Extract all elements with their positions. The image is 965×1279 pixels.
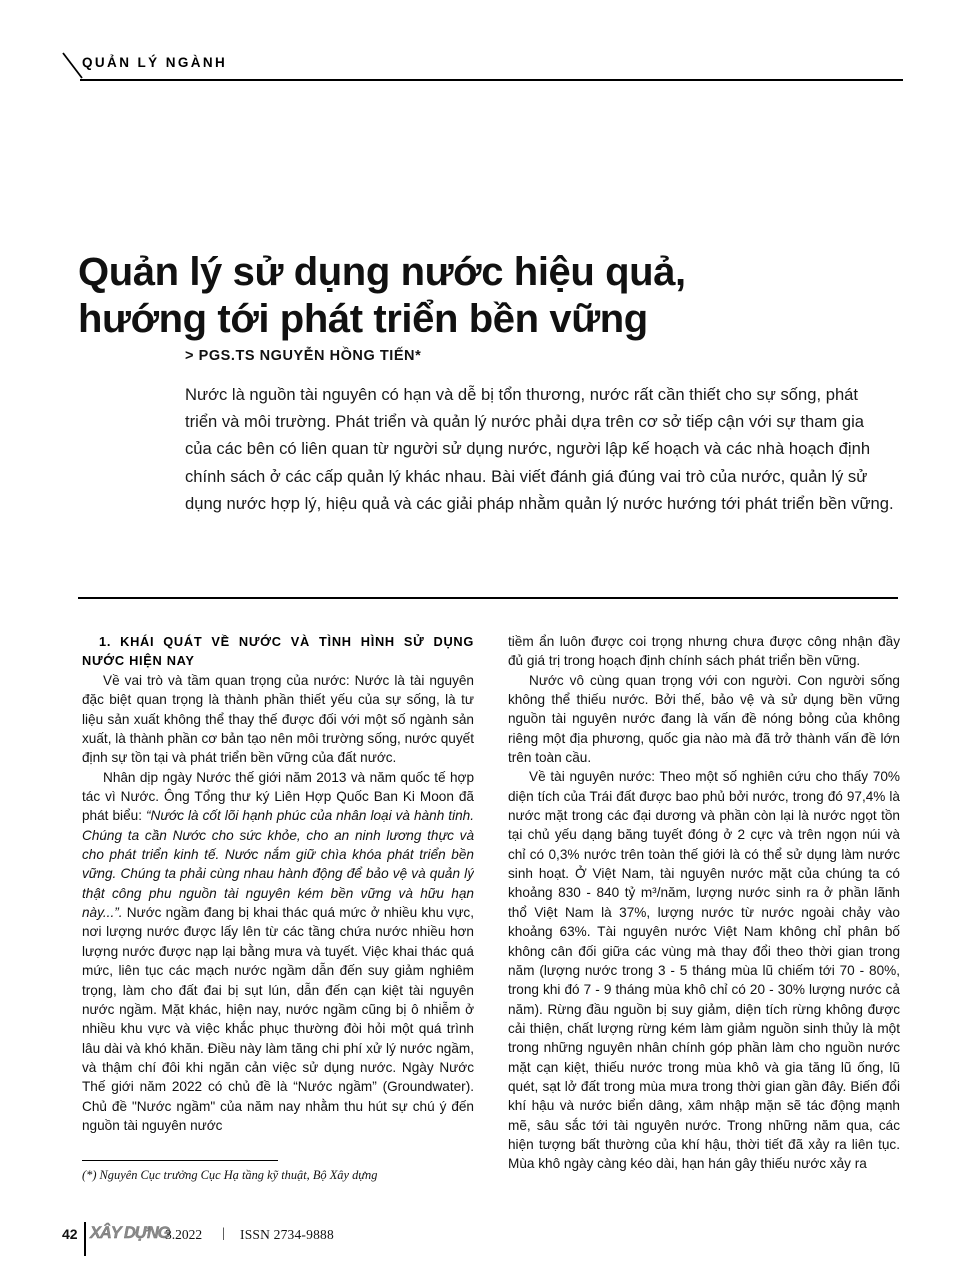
article-byline: > PGS.TS NGUYỄN HỒNG TIẾN* [185, 348, 422, 364]
footnote [82, 1160, 474, 1183]
paragraph-text: Nước ngầm đang bị khai thác quá mức ở nhiều khu vực, nơi lượng nước được lấy lên từ các tầng chứa nước nhiều hơn lượng nước được nạp lại bằng mưa và tuyết. Việc khai thác quá mức, liên tục các mạch nước ngầm dẫn đến suy giảm nghiêm trọng, làm cho đất đai bị sụt lún, dẫn đến cạn kiệt tài nguyên nước ngầm. Mặt khác, hiện nay, nước ngầm cũng bị ô nhiễm ở nhiều khu vực và việc khắc phục thường đòi hỏi một quá trình lâu dài và khó khăn. Điều này làm tăng chi phí xử lý nước ngầm, và thậm chí đôi khi ngăn cản việc sử dụng nước. Ngày Nước Thế giới năm 2022 có chủ đề là “Nước ngầm” (Groundwater). Chủ đề "Nước ngầm" của năm nay nhằm thu hút sự chú ý đến nguồn tài nguyên nước [82, 905, 474, 1133]
issn-code: ISSN 2734-9888 [240, 1227, 334, 1242]
article-body [82, 632, 900, 1212]
footer-separator: | [222, 1226, 225, 1241]
section-heading-text: 1. KHÁI QUÁT VỀ NƯỚC VÀ TÌNH HÌNH SỬ DỤNG NƯỚC HIỆN NAY [82, 634, 474, 668]
running-head-rule [80, 79, 903, 81]
paragraph [82, 768, 474, 1136]
slash-icon [62, 52, 84, 80]
paragraph: Về tài nguyên nước: Theo một số nghiên cứu cho thấy 70% diện tích của Trái đất được bao phủ bởi nước, trong đó 97,4% là nước mặt trong các đại dương và phần còn lại là nước ngọt tồn tại chủ yếu dạng băng tuyết đóng ở 2 cực và trên ngọn núi và chỉ có 0,3% nước trên toàn thế giới là có thể sử dụng làm nước sinh hoạt. Ở Việt Nam, tài nguyên nước mặt của chúng ta có khoảng 830 - 840 tỷ m³/năm, lượng nước sinh ra ở phần lãnh thổ Việt Nam là 37%, lượng nước từ nước ngoài chảy vào khoảng 63%. Tài nguyên nước Việt Nam không chỉ phân bố không cân đối giữa các vùng mà thay đổi theo thời gian trong năm (lượng nước trong 3 - 5 tháng mùa lũ chiếm tới 70 - 80%, trong khi đó 7 - 9 tháng mùa khô chỉ có 20 - 30% lượng nước cả năm). Rừng đầu nguồn bị suy giảm, diện tích rừng không được cải thiện, chất lượng rừng kém làm giảm nguồn sinh thủy là một trong những nguyên nhân chính góp phần làm cho nguồn nước mặt cạn kiệt, thiếu nước trong mùa khô và gia tăng lũ ống, lũ quét, sạt lở đất trong mùa mưa trong thời gian gần đây. Biến đổi khí hậu và nước biển dâng, xâm nhập mặn sẽ tác động mạnh mẽ, sâu sắc tới tài nguyên nước. Trong những năm qua, các hiện tượng bất thường của khí hậu, thời tiết đã xảy ra liên tục. Mùa khô ngày càng kéo dài, hạn hán gây thiếu nước xảy ra [508, 769, 900, 1172]
issue-date: 3.2022 [165, 1227, 203, 1242]
running-head-label: QUẢN LÝ NGÀNH [82, 55, 228, 70]
footer-divider [84, 1222, 86, 1256]
footnote-text: (*) Nguyên Cục trưởng Cục Hạ tầng kỹ thuật, Bộ Xây dựng [82, 1168, 378, 1183]
footnote-rule [82, 1160, 278, 1161]
running-head [62, 52, 903, 82]
section-heading [82, 632, 474, 670]
article-title-line-1: Quản lý sử dụng nước hiệu quả, [78, 249, 686, 294]
body-divider-rule [78, 597, 898, 599]
quote-text: “Nước là cốt lõi hạnh phúc của nhân loại và hành tinh. Chúng ta cần Nước cho sức khỏe, cho an ninh lương thực và cho phát triển kinh tế. Nước nắm giữ chìa khóa phát triển bền vững. Chúng ta phải cùng nhau hành động để bảo vệ và quản lý thật công phu nguồn tài nguyên kém bền vững và hữu hạn này...”. [82, 808, 474, 921]
article-title-line-2: hướng tới phát triển bền vững [78, 296, 648, 341]
paragraph-text: Nhân dịp ngày Nước thế giới năm 2013 và năm quốc tế hợp tác vì Nước. Ông Tổng thư ký Liên Hợp Quốc Ban Ki Moon đã phát biểu: [82, 769, 474, 824]
body-column-right [508, 632, 900, 1212]
paragraph: Về vai trò và tầm quan trọng của nước: Nước là tài nguyên đặc biệt quan trọng là thành phần thiết yếu của sự sống, là tư liệu sản xuất không thể thay thế được đối với một số ngành sản xuất, là thành phần cơ bản tạo nên môi trường sống, nước quyết định sự tồn tại và phát triển bền vững của đất nước. [82, 673, 474, 766]
body-column-left [82, 632, 474, 1212]
magazine-logo: XÂY DỰNG [90, 1224, 170, 1242]
paragraph: Nước vô cùng quan trọng với con người. Con người sống không thể thiếu nước. Bởi thế, bảo vệ và sử dụng bền vững nguồn tài nguyên nước đang là vấn đề nóng bỏng của không riêng một địa phương, quốc gia nào mà đã trở thành vấn đề lớn trên toàn cầu. [508, 672, 900, 766]
article-title [78, 249, 898, 343]
paragraph: tiềm ẩn luôn được coi trọng nhưng chưa được công nhận đầy đủ giá trị trong hoạch định chính sách phát triển bền vững. [508, 634, 900, 669]
page-number: 42 [62, 1226, 78, 1242]
article-lead-paragraph: Nước là nguồn tài nguyên có hạn và dễ bị tổn thương, nước rất cần thiết cho sự sống, phát triển và môi trường. Phát triển và quản lý nước phải dựa trên cơ sở tiếp cận với sự tham gia của các bên có liên quan từ người sử dụng nước, người lập kế hoạch và các nhà hoạch định chính sách ở các cấp quản lý khác nhau. Bài viết đánh giá đúng vai trò của nước, quản lý sử dụng nước hợp lý, hiệu quả và các giải pháp nhằm quản lý nước hướng tới phát triển bền vững. [185, 385, 894, 513]
